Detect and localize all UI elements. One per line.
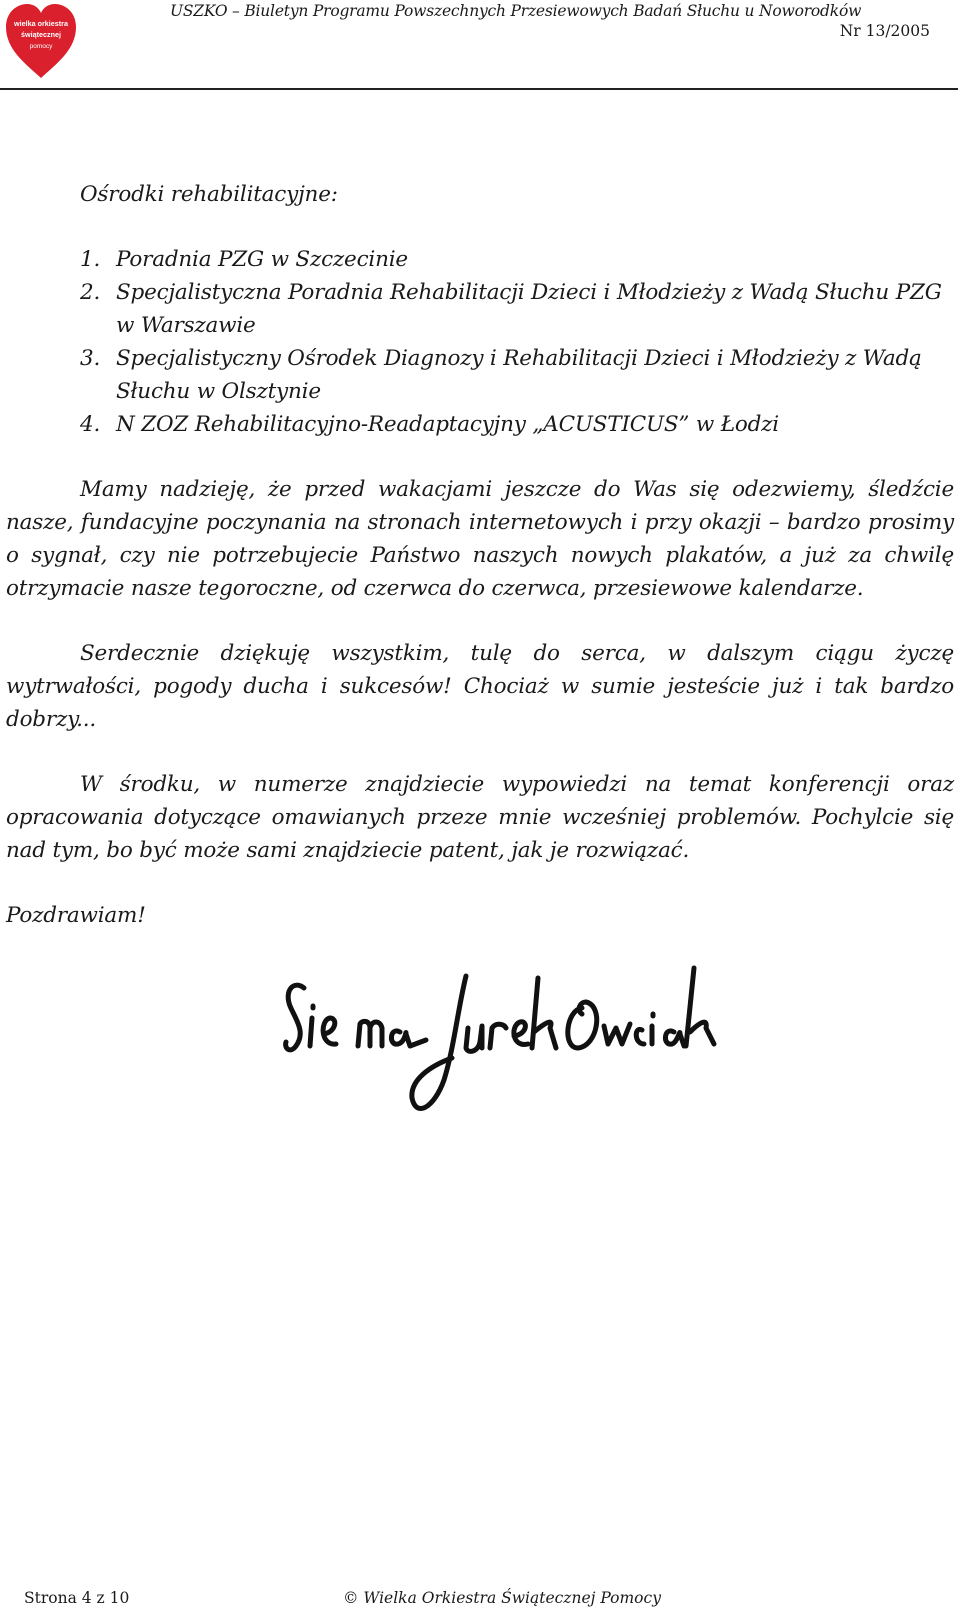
issue-number: Nr 13/2005 (839, 22, 930, 40)
paragraph-newsletter: Mamy nadzieję, że przed wakacjami jeszcze do Was się odezwiemy, śledźcie nasze, fundacyjne poczynania na stronach internetowych i przy okazji – bardzo prosimy o sygnał, czy nie potrzebujecie Państwo naszych nowych plakatów, a już za chwilę otrzymacie nasze tegoroczne, od czerwca do czerwca, przesiewowe kalendarze. (6, 477, 954, 601)
header-divider (0, 88, 958, 90)
logo-line-1: wielka orkiestra (14, 19, 68, 28)
rehab-centers-list (6, 243, 954, 441)
paragraph-inside-issue: W środku, w numerze znajdziecie wypowiedzi na temat konferencji oraz opracowania dotyczące omawianych przeze mnie wcześniej problemów. Pochylcie się nad tym, bo być może sami znajdziecie patent, jak je rozwiązać. (6, 772, 954, 863)
list-item-number: 4. (80, 412, 101, 437)
letter-body (6, 178, 954, 932)
list-item-text: Specjalistyczna Poradnia Rehabilitacji Dzieci i Młodzieży z Wadą Słuchu PZG w Warszawie (116, 280, 942, 338)
section-title: Ośrodki rehabilitacyjne: (80, 182, 338, 207)
list-item (6, 408, 954, 441)
list-item-number: 2. (80, 280, 101, 305)
list-item-text: Poradnia PZG w Szczecinie (116, 247, 408, 272)
list-item (6, 342, 954, 408)
logo-line-3: pomocy (29, 43, 53, 50)
greeting: Pozdrawiam! (6, 903, 146, 928)
footer-copyright: © Wielka Orkiestra Świątecznej Pomocy (343, 1589, 661, 1607)
list-item-number: 3. (80, 346, 101, 371)
logo-line-2: świątecznej (21, 30, 61, 39)
list-item-number: 1. (80, 247, 101, 272)
list-item (6, 276, 954, 342)
list-item-text: N ZOZ Rehabilitacyjno-Readaptacyjny „ACUSTICUS” w Łodzi (116, 412, 779, 437)
page-header (0, 0, 960, 92)
paragraph-thanks: Serdecznie dziękuję wszystkim, tulę do serca, w dalszym ciągu życzę wytrwałości, pogody ducha i sukcesów! Chociaż w sumie jesteście już i tak bardzo dobrzy... (6, 641, 954, 732)
wosp-heart-logo (4, 2, 78, 80)
list-item (6, 243, 954, 276)
bulletin-title: USZKO – Biuletyn Programu Powszechnych Przesiewowych Badań Słuchu u Noworodków (170, 2, 862, 20)
page-number: Strona 4 z 10 (24, 1589, 130, 1607)
list-item-text: Specjalistyczny Ośrodek Diagnozy i Rehabilitacji Dzieci i Młodzieży z Wadą Słuchu w Olsztynie (116, 346, 922, 404)
handwritten-signature (282, 948, 722, 1148)
